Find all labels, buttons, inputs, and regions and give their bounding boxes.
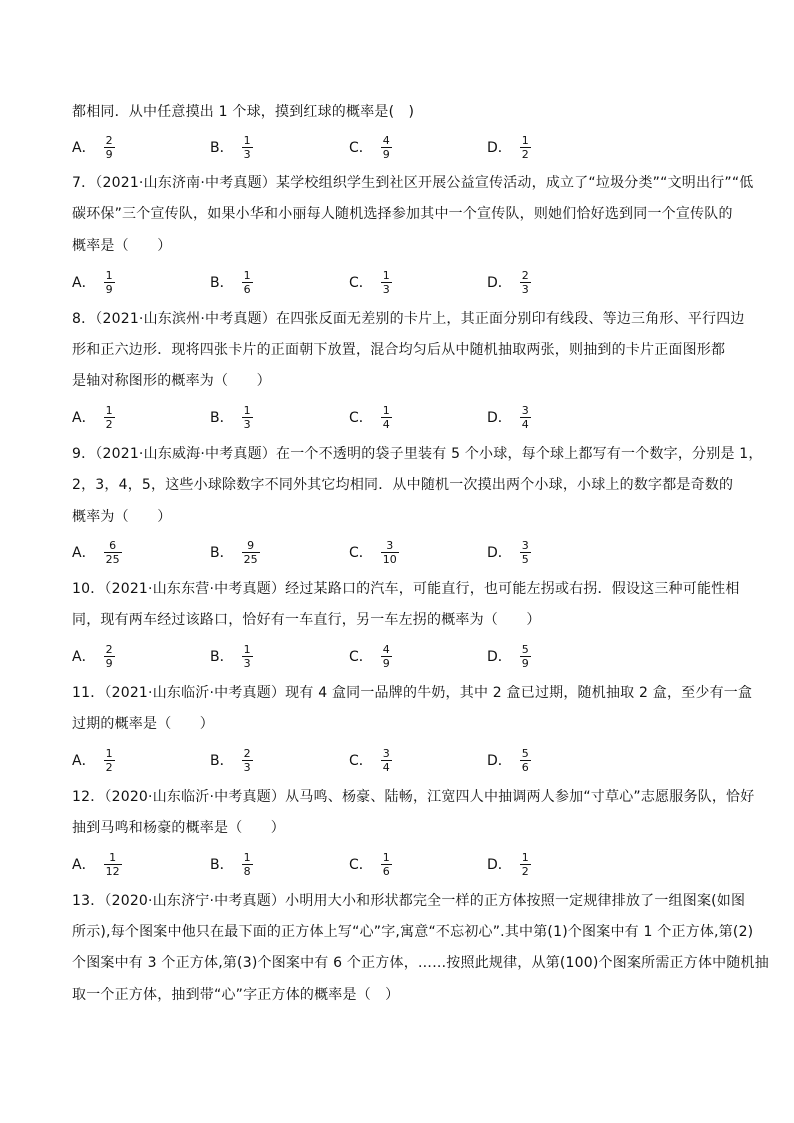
option-d: D． $\frac{1}{2}$ [487, 133, 529, 161]
option-d: D． $\frac{3}{4}$ [487, 403, 529, 431]
q13-text-line: 13．（2020·山东济宁·中考真题）小明用大小和形状都完全一样的正方体按照一定规律排放了一组图案(如图 [72, 893, 746, 909]
q7-text-line: 7．（2021·山东济南·中考真题）某学校组织学生到社区开展公益宣传活动，成立了“垃圾分类”“文明出行”“低 [72, 175, 754, 191]
option-c: C． $\frac{3}{4}$ [349, 746, 390, 774]
fraction: $\frac{1}{2}$ [105, 403, 113, 431]
q11-text-line: 过期的概率是（ ） [72, 716, 214, 732]
fraction: $\frac{4}{9}$ [382, 642, 390, 670]
fraction: $\frac{1}{6}$ [382, 850, 390, 878]
option-c: C． $\frac{1}{6}$ [349, 850, 390, 878]
q8-text-line: 形和正六边形．现将四张卡片的正面朝下放置，混合均匀后从中随机抽取两张，则抽到的卡片正面图形都 [72, 342, 726, 358]
option-d: D． $\frac{5}{6}$ [487, 746, 529, 774]
q8-options [72, 400, 732, 434]
option-b: B． $\frac{1}{6}$ [210, 268, 251, 296]
q11-options [72, 743, 732, 777]
option-a: A． $\frac{1}{2}$ [72, 746, 113, 774]
option-c: C． $\frac{1}{4}$ [349, 403, 390, 431]
fraction: $\frac{3}{4}$ [521, 403, 529, 431]
option-a: A． $\frac{2}{9}$ [72, 133, 113, 161]
q13-text-line: 取一个正方体，抽到带“心”字正方体的概率是（ ） [72, 987, 400, 1003]
fraction: $\frac{2}{3}$ [521, 268, 529, 296]
fraction: $\frac{1}{6}$ [243, 268, 251, 296]
fraction: $\frac{3}{4}$ [382, 746, 390, 774]
q11-text-line: 11．（2021·山东临沂·中考真题）现有 4 盒同一品牌的牛奶，其中 2 盒已过期，随机抽取 2 盒，至少有一盒 [72, 685, 753, 701]
option-c: C． $\frac{4}{9}$ [349, 642, 390, 670]
q8-text-line: 是轴对称图形的概率为（ ） [72, 373, 271, 389]
fraction: $\frac{4}{9}$ [382, 133, 390, 161]
option-b: B． $\frac{1}{8}$ [210, 850, 251, 878]
q13-text-line: 个图案中有 3 个正方体,第(3)个图案中有 6 个正方体，……按照此规律，从第(100)个图案所需正方体中随机抽 [72, 955, 769, 971]
option-d: D． $\frac{1}{2}$ [487, 850, 529, 878]
option-d: D． $\frac{5}{9}$ [487, 642, 529, 670]
q7-text-line: 概率是（ ） [72, 238, 172, 254]
option-d: D． $\frac{3}{5}$ [487, 538, 529, 566]
fraction: $\frac{1}{9}$ [105, 268, 113, 296]
option-b: B． $\frac{2}{3}$ [210, 746, 251, 774]
fraction: $\frac{1}{12}$ [105, 850, 120, 878]
option-c: C． $\frac{3}{10}$ [349, 538, 397, 566]
q13-text-line: 所示),每个图案中他只在最下面的正方体上写“心”字,寓意“不忘初心”.其中第(1)个图案中有 1 个正方体,第(2) [72, 924, 754, 940]
option-a: A． $\frac{1}{9}$ [72, 268, 113, 296]
fraction: $\frac{1}{8}$ [243, 850, 251, 878]
option-c: C． $\frac{1}{3}$ [349, 268, 390, 296]
fraction: $\frac{1}{3}$ [243, 403, 251, 431]
fraction: $\frac{5}{6}$ [521, 746, 529, 774]
fraction: $\frac{3}{5}$ [521, 538, 529, 566]
q12-text-line: 12．（2020·山东临沂·中考真题）从马鸣、杨豪、陆畅，江宽四人中抽调两人参加“寸草心”志愿服务队，恰好 [72, 789, 755, 805]
q9-options [72, 535, 732, 569]
q9-text-line: 9．（2021·山东威海·中考真题）在一个不透明的袋子里装有 5 个小球，每个球上都写有一个数字，分别是 1， [72, 446, 763, 462]
fraction: $\frac{3}{10}$ [382, 538, 397, 566]
option-b: B． $\frac{1}{3}$ [210, 403, 251, 431]
q8-text-line: 8．（2021·山东滨州·中考真题）在四张反面无差别的卡片上，其正面分别印有线段、等边三角形、平行四边 [72, 311, 745, 327]
q10-text-line: 同，现有两车经过该路口，恰好有一车直行，另一车左拐的概率为（ ） [72, 612, 541, 628]
fraction: $\frac{1}{2}$ [105, 746, 113, 774]
fraction: $\frac{5}{9}$ [521, 642, 529, 670]
fraction: $\frac{9}{25}$ [243, 538, 258, 566]
fraction: $\frac{1}{3}$ [382, 268, 390, 296]
q10-text-line: 10．（2021·山东东营·中考真题）经过某路口的汽车，可能直行，也可能左拐或右拐．假设这三种可能性相 [72, 581, 740, 597]
fraction: $\frac{6}{25}$ [105, 538, 120, 566]
fraction: $\frac{2}{9}$ [105, 642, 113, 670]
option-b: B． $\frac{1}{3}$ [210, 133, 251, 161]
fraction: $\frac{1}{2}$ [521, 850, 529, 878]
fraction: $\frac{1}{3}$ [243, 642, 251, 670]
q12-options [72, 847, 732, 881]
q7-text-line: 碳环保”三个宣传队，如果小华和小丽每人随机选择参加其中一个宣传队，则她们恰好选到同一个宣传队的 [72, 206, 733, 222]
fraction: $\frac{1}{2}$ [521, 133, 529, 161]
q9-text-line: 概率为（ ） [72, 509, 172, 525]
q7-options [72, 265, 732, 299]
option-a: A． $\frac{1}{12}$ [72, 850, 120, 878]
option-a: A． $\frac{6}{25}$ [72, 538, 120, 566]
q12-text-line: 抽到马鸣和杨豪的概率是（ ） [72, 820, 285, 836]
option-d: D． $\frac{2}{3}$ [487, 268, 529, 296]
q9-text-line: 2，3，4，5，这些小球除数字不同外其它均相同．从中随机一次摸出两个小球，小球上的数字都是奇数的 [72, 477, 734, 493]
fraction: $\frac{2}{3}$ [243, 746, 251, 774]
option-a: A． $\frac{2}{9}$ [72, 642, 113, 670]
option-b: B． $\frac{1}{3}$ [210, 642, 251, 670]
fraction: $\frac{2}{9}$ [105, 133, 113, 161]
q6-options [72, 130, 732, 164]
option-c: C． $\frac{4}{9}$ [349, 133, 390, 161]
q10-options [72, 639, 732, 673]
option-b: B． $\frac{9}{25}$ [210, 538, 258, 566]
q6-text-line: 都相同．从中任意摸出 1 个球，摸到红球的概率是( ) [72, 104, 415, 120]
fraction: $\frac{1}{4}$ [382, 403, 390, 431]
option-a: A． $\frac{1}{2}$ [72, 403, 113, 431]
fraction: $\frac{1}{3}$ [243, 133, 251, 161]
